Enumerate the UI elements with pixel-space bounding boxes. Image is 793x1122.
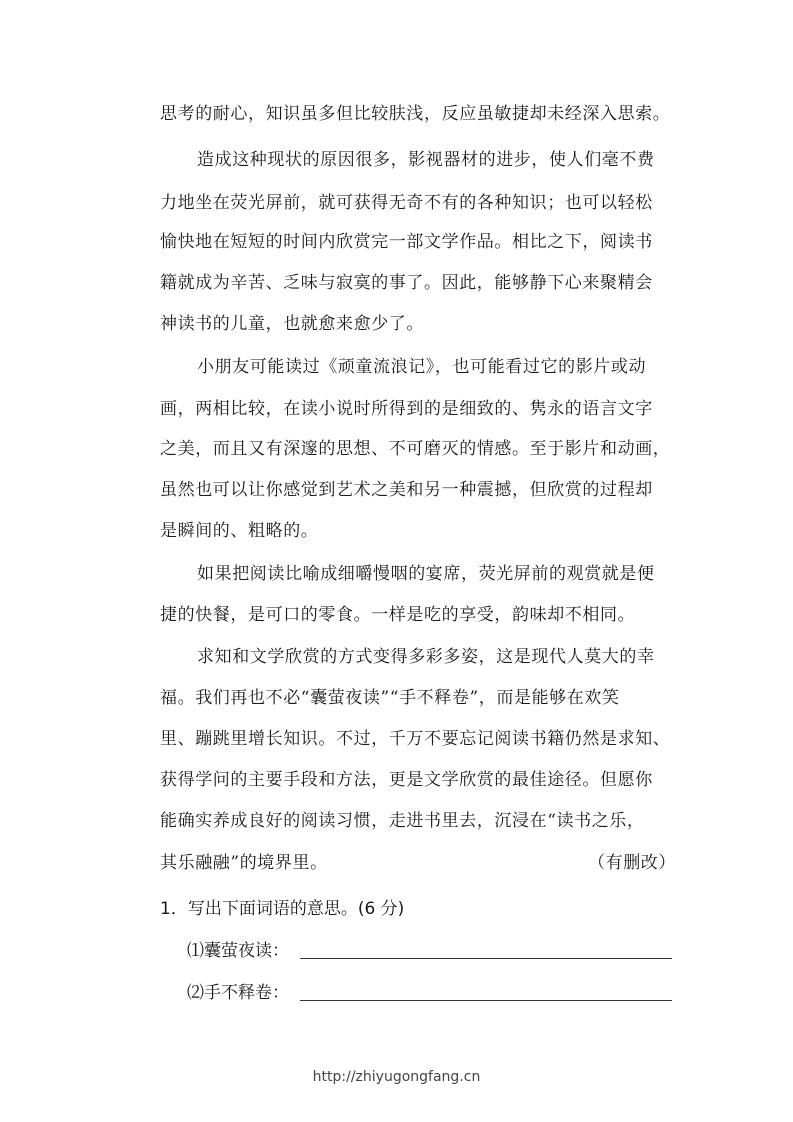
passage-line: 里、蹦跳里增长知识。不过，千万不要忘记阅读书籍仍然是求知、	[160, 729, 671, 749]
passage-line: 愉快地在短短的时间内欣赏完一部文学作品。相比之下，阅读书	[160, 232, 653, 252]
passage-line: 造成这种现状的原因很多，影视器材的进步，使人们毫不费	[197, 150, 655, 170]
passage-line: 之美，而且又有深邃的思想、不可磨灭的情感。至于影片和动画，	[160, 439, 671, 459]
passage-line: 小朋友可能读过《顽童流浪记》，也可能看过它的影片或动	[197, 357, 647, 377]
footer-url[interactable]: http://zhiyugongfang.cn	[312, 1069, 481, 1085]
question-item-label: ⑴囊萤夜读：	[187, 941, 289, 961]
passage-line: 其乐融融”的境界里。	[160, 853, 328, 873]
passage-line: 籍就成为辛苦、乏味与寂寞的事了。因此，能够静下心来聚精会	[160, 273, 653, 293]
answer-blank[interactable]	[300, 958, 672, 959]
passage-line: 画，两相比较，在读小说时所得到的是细致的、隽永的语言文字	[160, 399, 653, 419]
passage-line: 力地坐在荧光屏前，就可获得无奇不有的各种知识；也可以轻松	[160, 193, 653, 213]
passage-line: 思考的耐心，知识虽多但比较肤浅，反应虽敏捷却未经深入思索。	[160, 104, 671, 124]
answer-blank[interactable]	[300, 1000, 672, 1001]
passage-line: 福。我们再也不必“囊萤夜读”“手不释卷”，而是能够在欢笑	[160, 688, 620, 708]
question-item-label: ⑵手不释卷：	[187, 983, 289, 1003]
source-note: （有删改）	[588, 853, 676, 873]
passage-line: 神读书的儿童，也就愈来愈少了。	[160, 314, 424, 334]
question-title: 1．写出下面词语的意思。(6 分)	[160, 899, 405, 919]
passage-line: 如果把阅读比喻成细嚼慢咽的宴席，荧光屏前的观赏就是便	[197, 564, 655, 584]
passage-line: 获得学问的主要手段和方法，更是文学欣赏的最佳途径。但愿你	[160, 770, 653, 790]
passage-line: 能确实养成良好的阅读习惯，走进书里去，沉浸在“读书之乐，	[160, 811, 645, 831]
passage-line: 虽然也可以让你感觉到艺术之美和另一种震撼，但欣赏的过程却	[160, 480, 653, 500]
passage-line: 是瞬间的、粗略的。	[160, 521, 319, 541]
passage-line: 捷的快餐，是可口的零食。一样是吃的享受，韵味却不相同。	[160, 605, 636, 625]
passage-line: 求知和文学欣赏的方式变得多彩多姿，这是现代人莫大的幸	[197, 647, 655, 667]
